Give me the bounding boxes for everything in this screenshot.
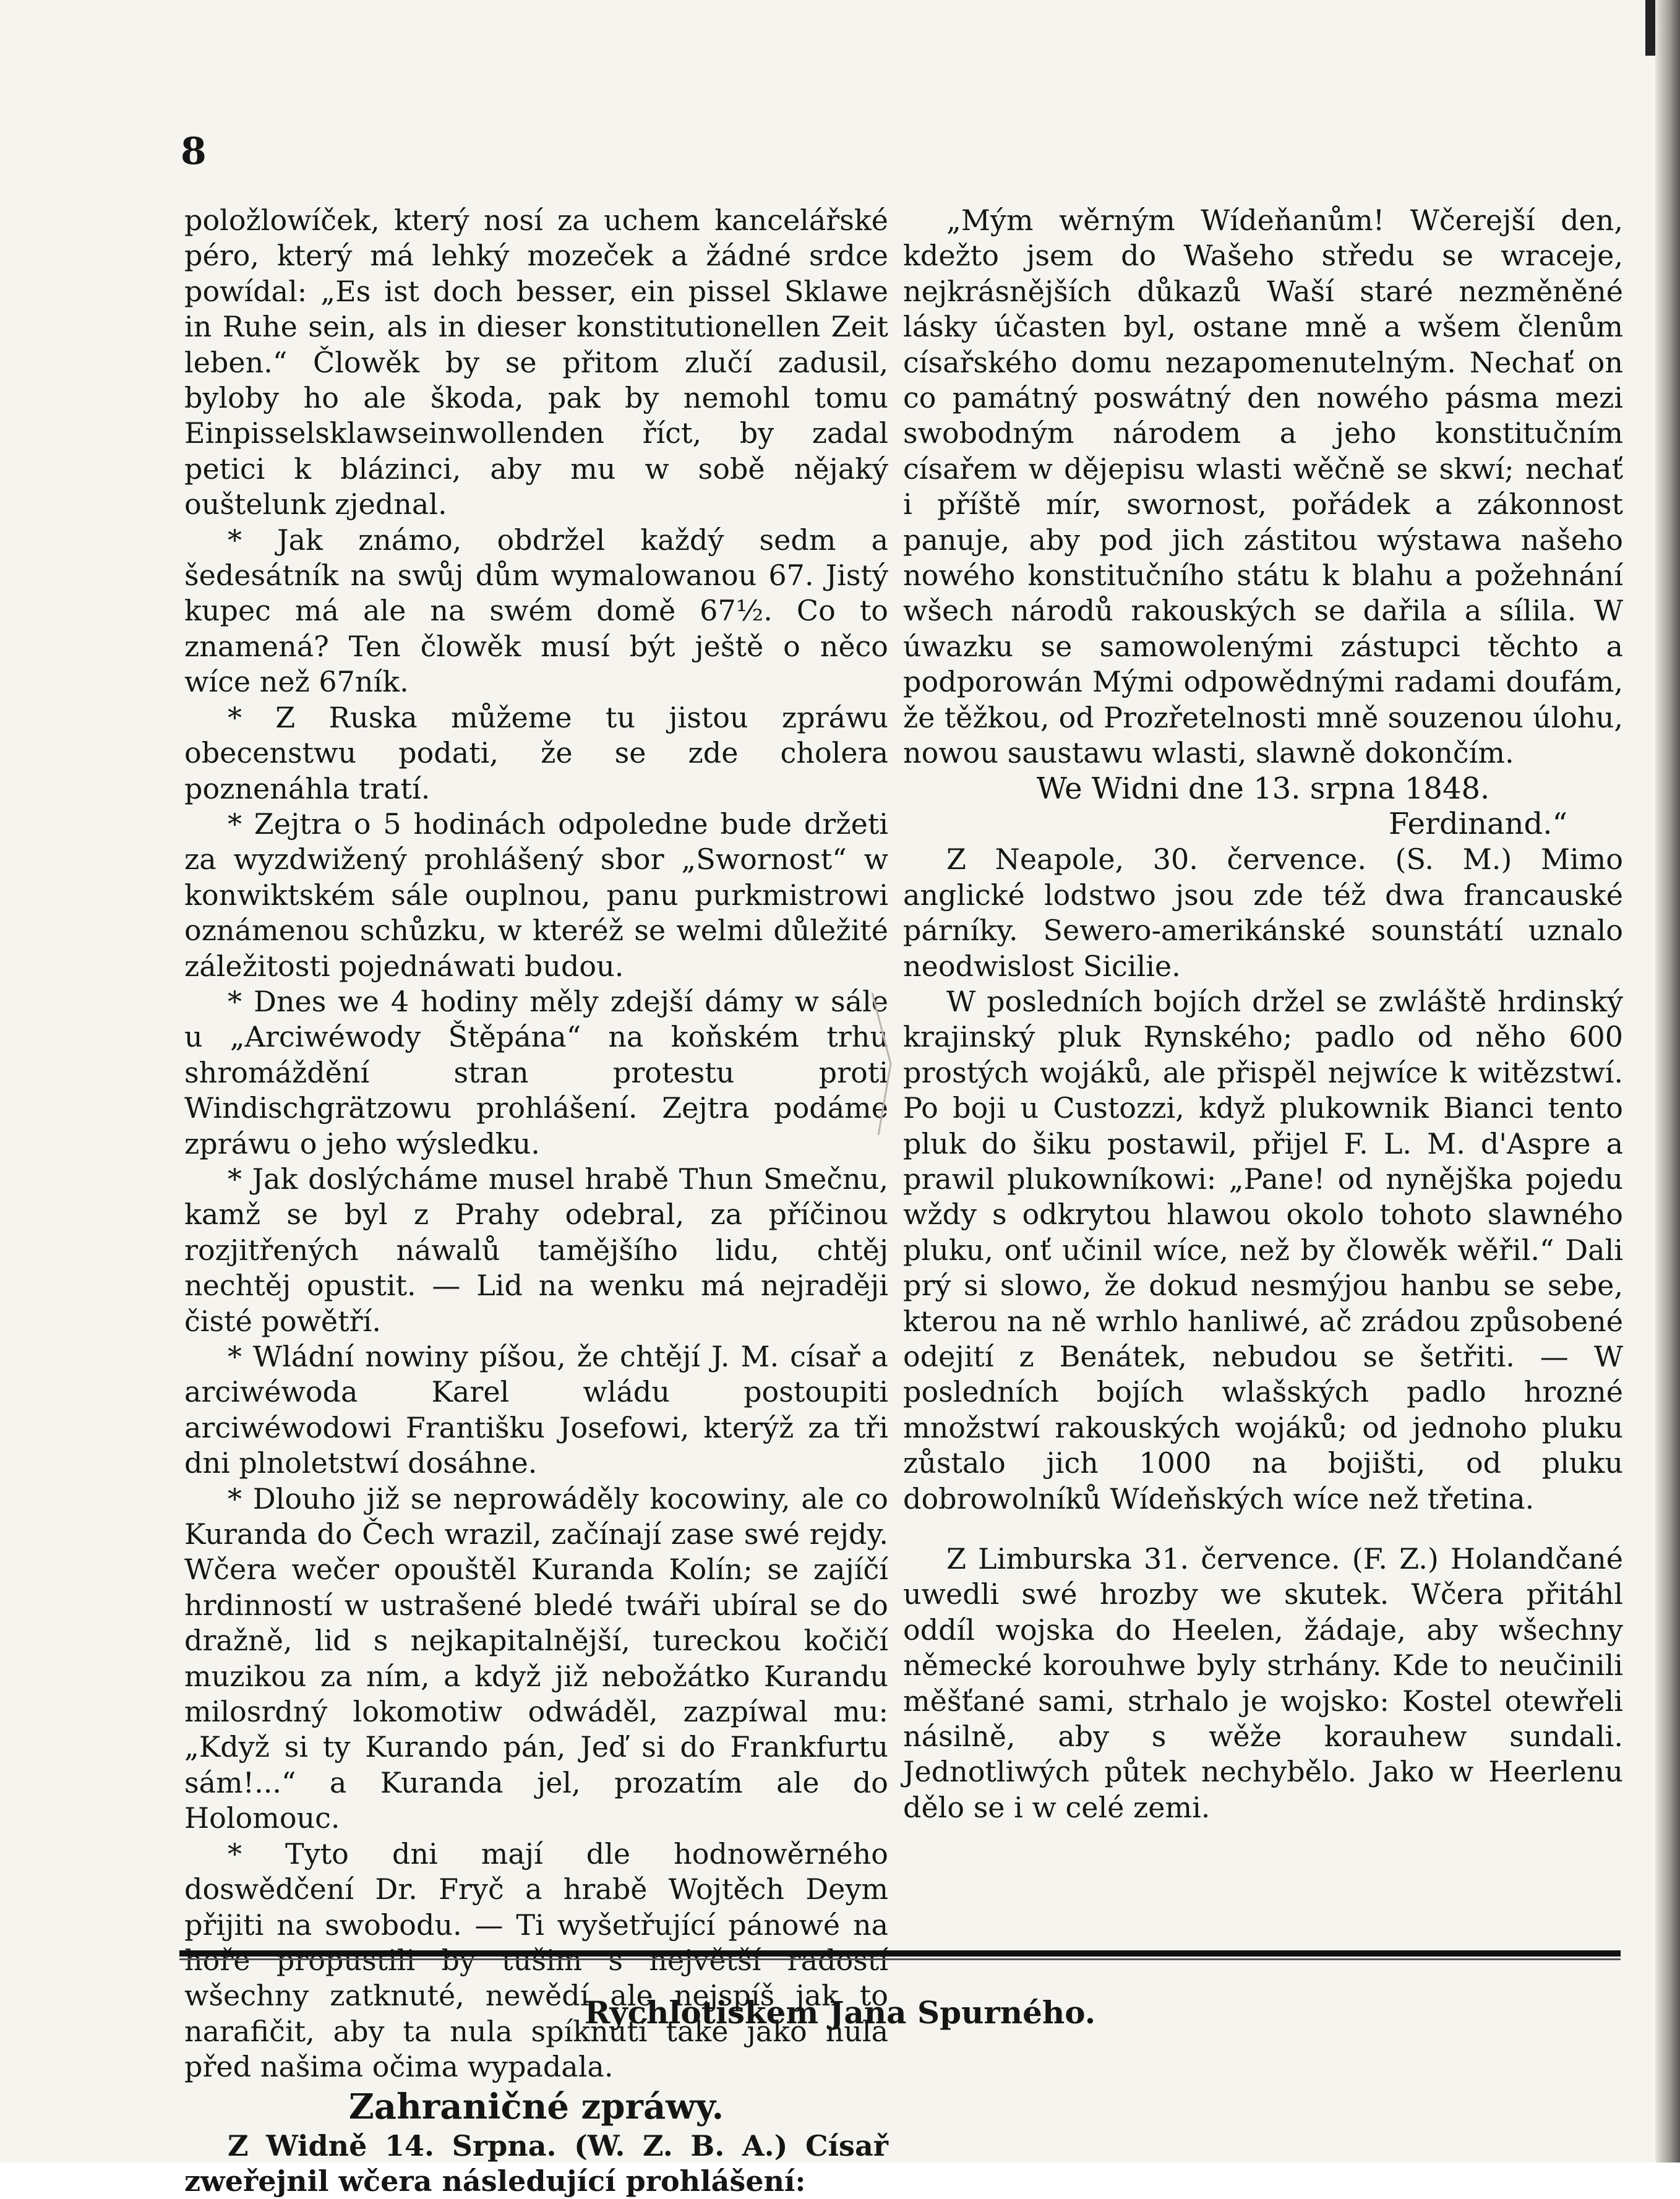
news-item-battles: W posledních bojích držel se zwláště hrdinský krajinský pluk Rynského; padlo od něho 600 prostých wojáků, ale přispěl nejwíce k witězstwí. Po boji u Custozzi, když plukownik Bianci tento pluk do šiku postawil, přijel F. L. M. d'Aspre a prawil plukowníkowi: „Pane! od nynějška pojedu wždy s odkrytou hlawou okolo tohoto slawného pluku, onť učinil wíce, než by člowěk wěřil.“ Dali prý si slowo, že dokud nesmýjou hanbu se sebe, kterou na ně wrhlo hanliwé, ač zrádou způsobené odejití z Benátek, nebudou se šetřiti. — W posledních bojích wlašských padlo hrozné množstwí rakouských wojáků; od jednoho pluku zůstalo jich 1000 na bojišti, od pluku dobrowolníků Wídeňských wíce než třetina. <box>903 984 1623 1515</box>
news-item: * Tyto dni mají dle hodnowěrného doswědčení Dr. Fryč a hrabě Wojtěch Deym přijiti na swobodu. — Ti wyšetřující pánowé na wšechny zatknuté, newědí ale nejspíš jak to narafičit, aby ta nula spíknutí také jako nula před našima očima wypadala. <box>184 1837 888 2084</box>
news-item: * Jak známo, obdržel každý sedm a šedesátník na swůj dům wymalowanou 67. Jistý kupec má ale na swém domě 67½. Co to znamená? Ten člowěk musí být ještě o něco wíce než 67ník. <box>184 523 888 699</box>
imperial-proclamation: „Mým wěrným Wídeňanům! Wčerejší den, kdežto jsem do Wašeho středu se wraceje, nejkrásnějších důkazů Waší staré nezměněné lásky účasten byl, ostane mně a wšem členům císařského domu nezapomenutelným. Nechať on co památný poswátný den nowého pásma mezi swobodným národem a jeho konstitučním císařem w dějepisu wlasti wěčně se skwí; nechať i příště mír, swornost, pořádek a zákonnost panuje, aby pod jich zástitou wýstawa našeho nowého konstitučního státu k blahu a požehnání wšech národů rakouských se dařila a sílila. W úwazku se samowolenými zástupci těchto a podporowán Mými odpowědnými radami doufám, že těžkou, od Prozřetelnosti mně souzenou úlohu, nowou saustawu wlasti, slawně dokončím. <box>903 204 1623 770</box>
paragraph-gap <box>903 1517 1623 1541</box>
section-heading: Zahraničné zpráwy. <box>348 2086 724 2127</box>
page-number: 8 <box>181 130 207 173</box>
news-item: * Wládní nowiny píšou, že chtějí J. M. císař a arciwéwoda Karel wládu postoupiti arciwéwodowi Františku Josefowi, kterýž za tři dni plnoletstwí dosáhne. <box>184 1340 888 1480</box>
left-column <box>184 203 888 2199</box>
news-item-limburg: Z Limburska 31. července. (F. Z.) Holandčané uwedli swé hrozby we skutek. Wčera přitáhl oddíl wojska do Heelen, žádaje, aby wšechny německé korouhwe byly strhány. Kde to neučinili měšťané sami, strhalo je wojsko: Kostel otewřeli násilně, aby s wěže korauhew sundali. Jednotliwých půtek nechybělo. Jako w Heerlenu dělo se i w celé zemi. <box>903 1542 1623 1824</box>
footer-rule <box>179 1950 1621 1957</box>
article-paragraph: položlowíček, který nosí za uchem kancelářské péro, který má lehký mozeček a žádné srdce powídal: „Es ist doch besser, ein pissel Sklawe in Ruhe sein, als in dieser konstitutionellen Zeit leben.“ Člowěk by se přitom zlučí zadusil, byloby ho ale škoda, pak by nemohl tomu Einpisselsklawseinwollenden říct, by zadal petici k blázinci, aby mu w sobě nějaký ouštelunk zjednal. <box>184 204 888 521</box>
right-column <box>903 203 1623 1825</box>
pencil-mark-icon <box>866 990 903 1138</box>
vienna-intro: Z Widně 14. Srpna. (W. Z. B. A.) Císař zweřejnil wčera následující prohlášení: <box>184 2128 888 2198</box>
news-item: * Dlouho již se neprowáděly kocowiny, ale co Kuranda do Čech wrazil, začínají zase swé rejdy. Wčera wečer opouštěl Kuranda Kolín; se zajíčí hrdinností w ustrašené bledé twáři ubíral se do dražně, lid s nejkapitalnější, tureckou kočičí muzikou za ním, a když již nebožátko Kurandu milosrdný lokomotiw odwáděl, zazpíwal mu: „Když si ty Kurando pán, Jeď si do Frankfurtu sám!...“ a Kuranda jel, prozatím ale do Holomouc. <box>184 1481 888 1835</box>
proclamation-dateline: We Widni dne 13. srpna 1848. <box>1036 771 1490 806</box>
news-item: * Dnes we 4 hodiny měly zdejší dámy w sále u „Arciwéwody Štěpána“ na koňském trhu shromáždění stran protestu proti Windischgrätzowu prohlášení. Zejtra podáme zpráwu o jeho wýsledku. <box>184 984 888 1160</box>
news-item: * Jak doslýcháme musel hrabě Thun Smečnu, kamž se byl z Prahy odebral, za příčinou rozjitřených náwalů tamějšího lidu, chtěj nechtěj opustit. — Lid na wenku má nejraději čisté powětří. <box>184 1162 888 1338</box>
news-item: * Zejtra o 5 hodinách odpoledne bude držeti za wyzdwižený prohlášený sbor „Swornost“ w konwiktském sále ouplnou, panu purkmistrowi oznámenou schůzku, w kteréž se welmi důležité záležitosti pojednáwati budou. <box>184 807 888 983</box>
binding-mark <box>1645 0 1655 56</box>
news-item: * Z Ruska můžeme tu jistou zpráwu obecenstwu podati, že se zde cholera poznenáhla tratí. <box>184 700 888 805</box>
news-item-naples: Z Neapole, 30. července. (S. M.) Mimo anglické lodstwo jsou zde též dwa francauské párníky. Sewero-amerikánské sounstátí uznalo neodwislost Sicilie. <box>903 842 1623 983</box>
printer-imprint: Rychlotiskem Jana Spurného. <box>584 1994 1096 2031</box>
page-edge-shadow <box>1655 0 1680 2163</box>
footer-rule-thin <box>179 1958 1621 1960</box>
proclamation-signature: Ferdinand.“ <box>1388 806 1567 841</box>
